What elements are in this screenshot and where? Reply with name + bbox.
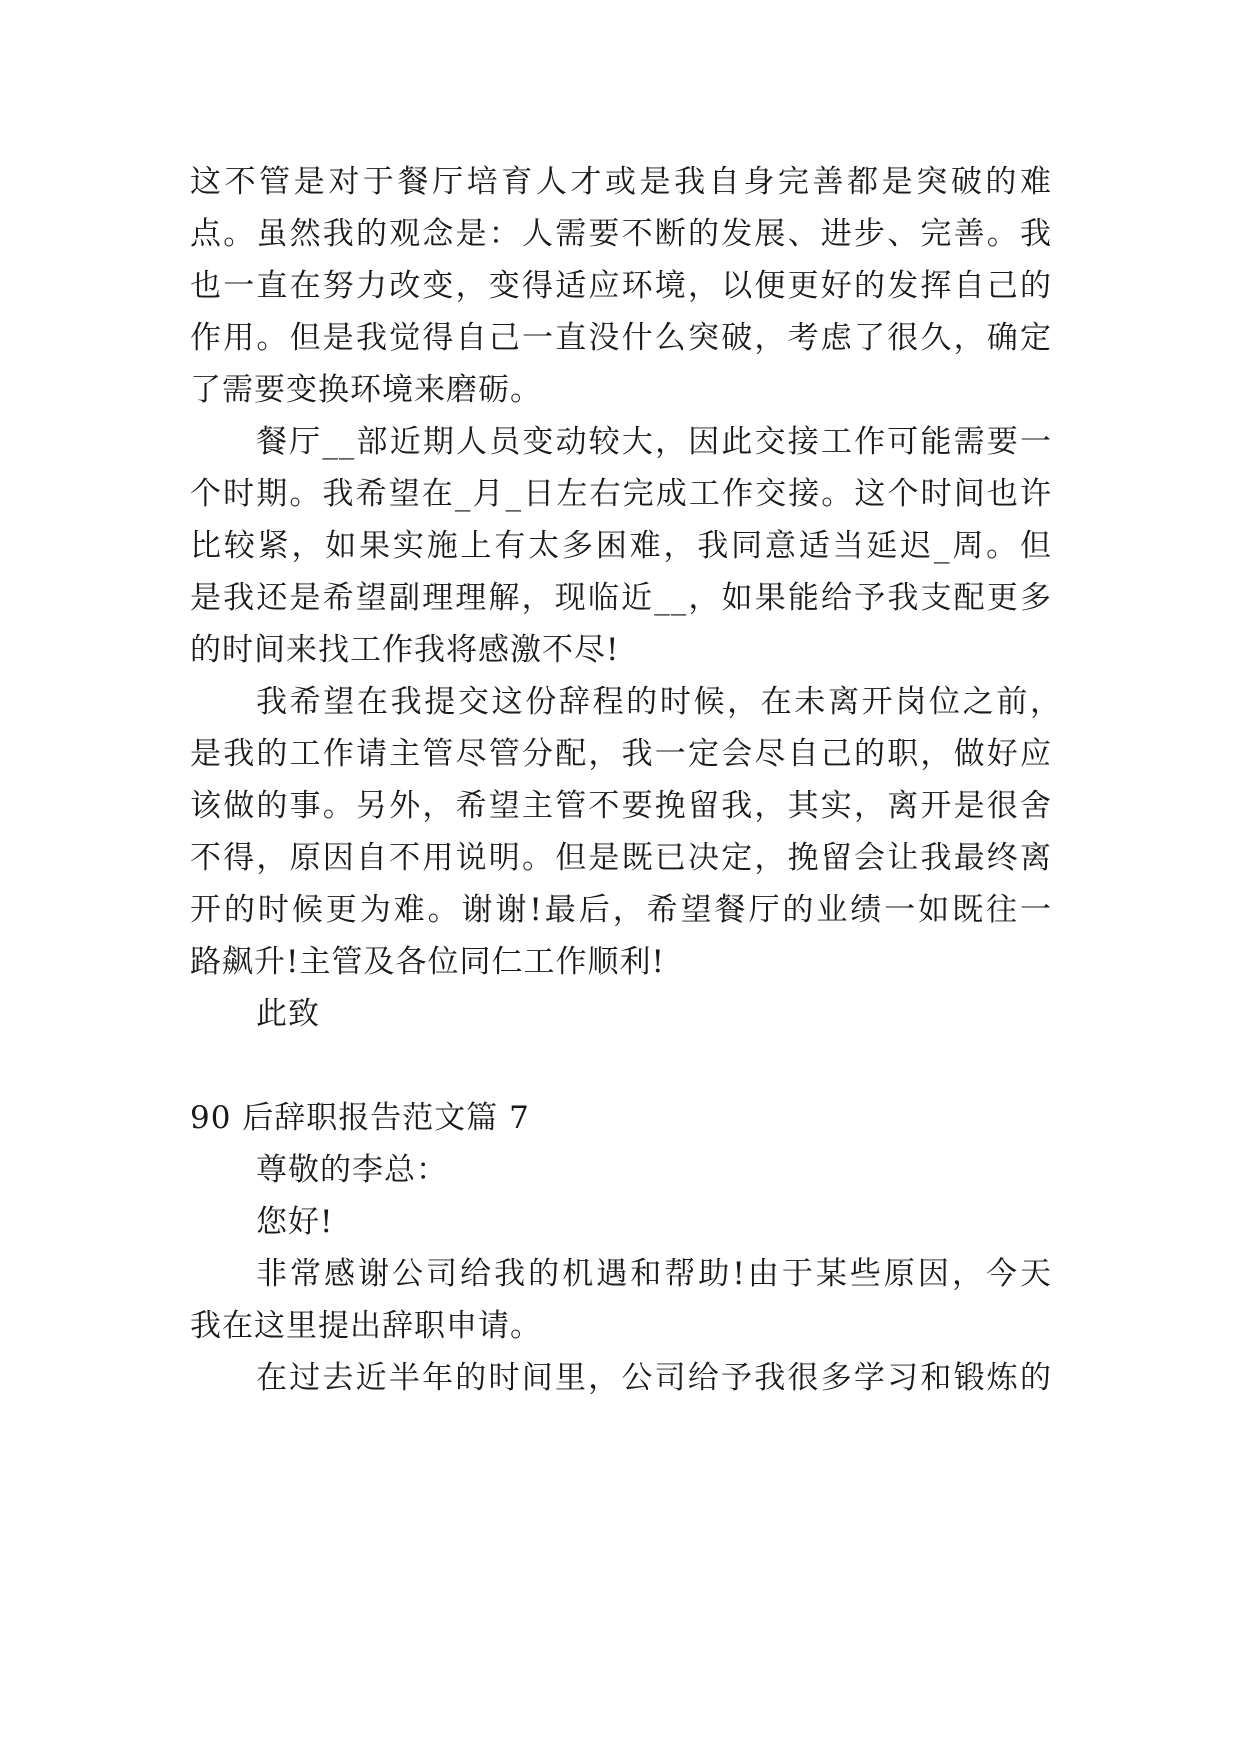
body-text-line: 的时间来找工作我将感激不尽! (190, 632, 620, 668)
paragraph-first-line: 在过去近半年的时间里，公司给予我很多学习和锻炼的 (256, 1360, 1052, 1396)
body-text-line: 比较紧，如果实施上有太多困难，我同意适当延迟_周。但 (190, 528, 1052, 564)
body-text-line: 了需要变换环境来磨砺。 (190, 372, 542, 408)
body-text-line: 开的时候更为难。谢谢!最后，希望餐厅的业绩一如既往一 (190, 892, 1052, 928)
closing-salutation: 此致 (256, 996, 320, 1032)
paragraph-first-line: 非常感谢公司给我的机遇和帮助!由于某些原因，今天 (256, 1256, 1052, 1292)
body-text-line: 我在这里提出辞职申请。 (190, 1308, 542, 1344)
letter-greeting: 尊敬的李总： (256, 1152, 448, 1188)
body-text-line: 不得，原因自不用说明。但是既已决定，挽留会让我最终离 (190, 840, 1052, 876)
paragraph-first-line: 我希望在我提交这份辞程的时候，在未离开岗位之前， (256, 684, 1062, 720)
section-heading: 90 后辞职报告范文篇 7 (190, 1100, 530, 1136)
body-text-line: 是我的工作请主管尽管分配，我一定会尽自己的职，做好应 (190, 736, 1052, 772)
body-text-line: 这不管是对于餐厅培育人才或是我自身完善都是突破的难 (190, 164, 1052, 200)
body-text-line: 作用。但是我觉得自己一直没什么突破，考虑了很久，确定 (190, 320, 1052, 356)
body-text-line: 点。虽然我的观念是：人需要不断的发展、进步、完善。我 (190, 216, 1052, 252)
body-text-line: 个时期。我希望在_月_日左右完成工作交接。这个时间也许 (190, 476, 1052, 512)
letter-hello: 您好! (256, 1204, 334, 1240)
body-text-line: 也一直在努力改变，变得适应环境，以便更好的发挥自己的 (190, 268, 1052, 304)
body-text-line: 是我还是希望副理理解，现临近__，如果能给予我支配更多 (190, 580, 1052, 616)
body-text-line: 路飙升!主管及各位同仁工作顺利! (190, 944, 665, 980)
body-text-line: 该做的事。另外，希望主管不要挽留我，其实，离开是很舍 (190, 788, 1052, 824)
paragraph-first-line: 餐厅__部近期人员变动较大，因此交接工作可能需要一 (256, 424, 1052, 460)
